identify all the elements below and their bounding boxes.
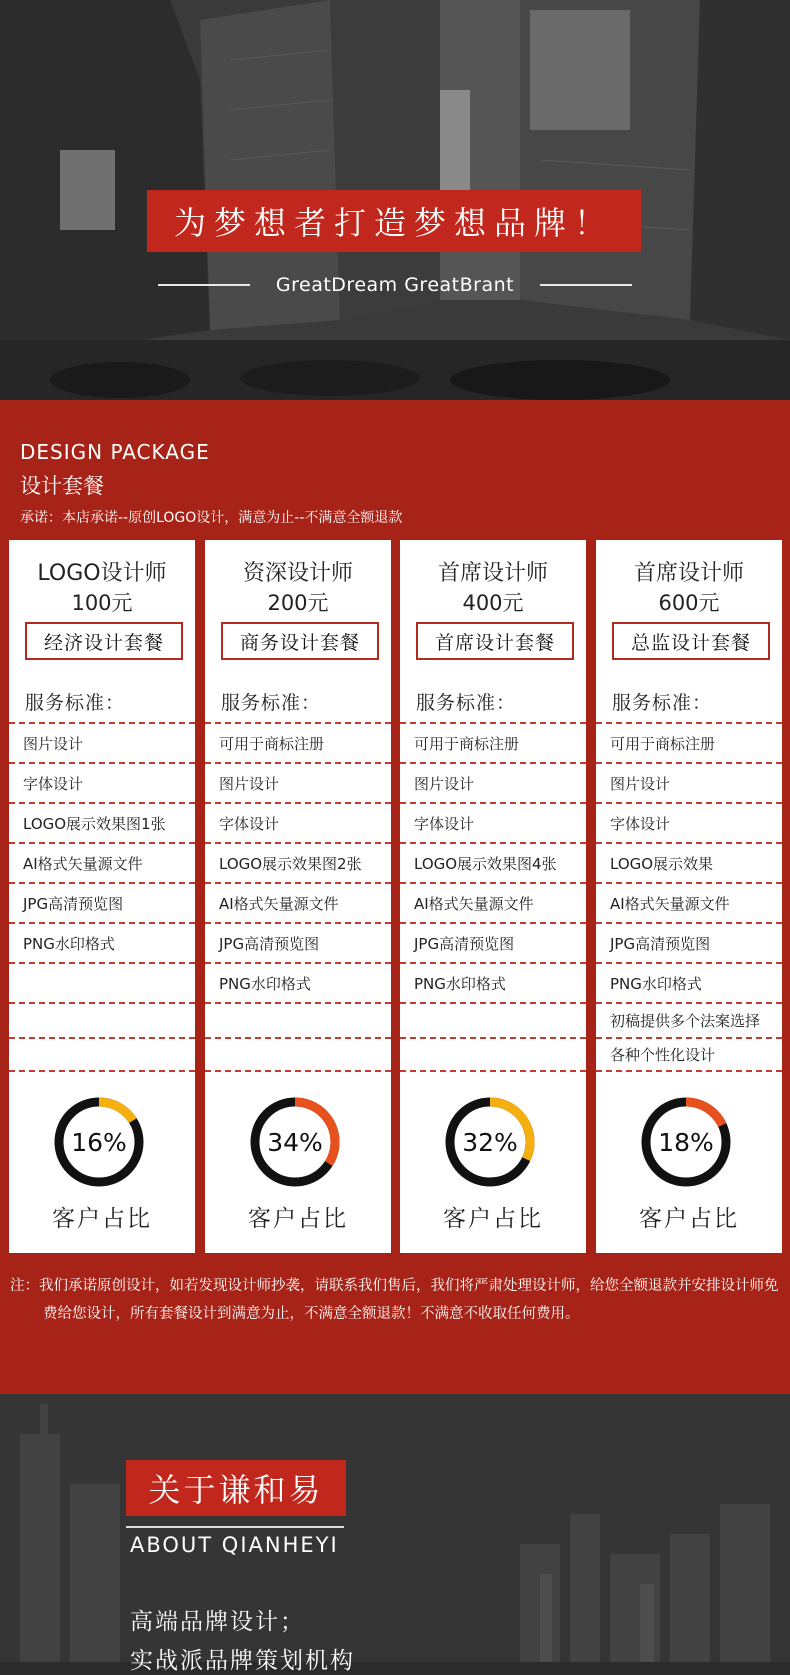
customer-share-ring bbox=[442, 1094, 538, 1190]
service-item: JPG高清预览图 bbox=[596, 922, 782, 962]
service-item: LOGO展示效果图1张 bbox=[9, 802, 195, 842]
service-item: JPG高清预览图 bbox=[205, 922, 391, 962]
service-item: 字体设计 bbox=[9, 762, 195, 802]
service-item: JPG高清预览图 bbox=[9, 882, 195, 922]
service-item: AI格式矢量源文件 bbox=[9, 842, 195, 882]
card-title: 资深设计师 bbox=[242, 561, 353, 586]
ring-percent-label: 18% bbox=[658, 1128, 714, 1157]
customer-share-label: 客户占比 bbox=[639, 1206, 739, 1232]
service-list bbox=[205, 722, 391, 1072]
package-button[interactable]: 经济设计套餐 bbox=[25, 622, 183, 660]
service-item: 初稿提供多个法案选择 bbox=[596, 1002, 782, 1037]
service-item: JPG高清预览图 bbox=[400, 922, 586, 962]
customer-share-ring bbox=[51, 1094, 147, 1190]
service-item bbox=[9, 1002, 195, 1037]
service-item: 图片设计 bbox=[205, 762, 391, 802]
hero-subtitle: GreatDream GreatBrant bbox=[275, 274, 515, 296]
city-skyline-photo bbox=[0, 1394, 790, 1662]
service-item: 可用于商标注册 bbox=[596, 722, 782, 762]
service-item: AI格式矢量源文件 bbox=[205, 882, 391, 922]
service-item: AI格式矢量源文件 bbox=[400, 882, 586, 922]
service-list bbox=[9, 722, 195, 1072]
card-price: 600元 bbox=[658, 591, 720, 615]
service-item: LOGO展示效果 bbox=[596, 842, 782, 882]
service-item: 各种个性化设计 bbox=[596, 1037, 782, 1072]
service-item bbox=[205, 1002, 391, 1037]
package-button[interactable]: 总监设计套餐 bbox=[612, 622, 770, 660]
service-item: PNG水印格式 bbox=[205, 962, 391, 1002]
divider-left bbox=[158, 284, 250, 286]
service-item: 字体设计 bbox=[596, 802, 782, 842]
service-standard-label: 服务标准： bbox=[416, 692, 517, 714]
card-title: LOGO设计师 bbox=[37, 561, 167, 586]
service-item: 图片设计 bbox=[596, 762, 782, 802]
card-price: 200元 bbox=[267, 591, 329, 615]
service-item: 图片设计 bbox=[9, 722, 195, 762]
ring-percent-label: 34% bbox=[267, 1128, 323, 1157]
service-item: AI格式矢量源文件 bbox=[596, 882, 782, 922]
card-price: 400元 bbox=[462, 591, 524, 615]
ring-percent-label: 16% bbox=[71, 1128, 127, 1157]
about-title: 关于谦和易 bbox=[126, 1460, 346, 1516]
service-item bbox=[205, 1037, 391, 1072]
service-standard-label: 服务标准： bbox=[612, 692, 713, 714]
package-note: 注：我们承诺原创设计，如若发现设计师抄袭，请联系我们售后，我们将严肃处理设计师，给您全额退款并安排设计师免费给您设计，所有套餐设计到满意为止，不满意全额退款！不满意不收取任何费用。 bbox=[10, 1278, 779, 1322]
package-promise: 承诺：本店承诺--原创LOGO设计，满意为止--不满意全额退款 bbox=[20, 510, 403, 526]
service-item: 图片设计 bbox=[400, 762, 586, 802]
service-item: PNG水印格式 bbox=[400, 962, 586, 1002]
package-card bbox=[9, 540, 195, 1253]
customer-share-ring bbox=[247, 1094, 343, 1190]
about-line-2: 实战派品牌策划机构 bbox=[130, 1648, 355, 1674]
service-item: PNG水印格式 bbox=[9, 922, 195, 962]
package-heading-cn: 设计套餐 bbox=[20, 474, 104, 498]
customer-share-label: 客户占比 bbox=[52, 1206, 152, 1232]
customer-share-ring bbox=[638, 1094, 734, 1190]
service-item: 可用于商标注册 bbox=[400, 722, 586, 762]
package-heading-en: DESIGN PACKAGE bbox=[20, 440, 210, 464]
service-item bbox=[400, 1002, 586, 1037]
package-button[interactable]: 商务设计套餐 bbox=[221, 622, 379, 660]
about-line-1: 高端品牌设计； bbox=[130, 1609, 305, 1635]
card-price: 100元 bbox=[71, 591, 133, 615]
customer-share-label: 客户占比 bbox=[248, 1206, 348, 1232]
service-standard-label: 服务标准： bbox=[25, 692, 126, 714]
service-item: 字体设计 bbox=[205, 802, 391, 842]
hero-banner-section bbox=[0, 0, 790, 400]
package-card bbox=[400, 540, 586, 1253]
card-title: 首席设计师 bbox=[633, 561, 744, 586]
package-card bbox=[205, 540, 391, 1253]
about-section bbox=[0, 1394, 790, 1662]
service-item: 字体设计 bbox=[400, 802, 586, 842]
divider-right bbox=[540, 284, 632, 286]
card-title: 首席设计师 bbox=[437, 561, 548, 586]
service-item: LOGO展示效果图4张 bbox=[400, 842, 586, 882]
package-button[interactable]: 首席设计套餐 bbox=[416, 622, 574, 660]
package-card bbox=[596, 540, 782, 1253]
service-item: PNG水印格式 bbox=[596, 962, 782, 1002]
service-item bbox=[9, 1037, 195, 1072]
service-item bbox=[400, 1037, 586, 1072]
hero-subtitle-row bbox=[0, 270, 790, 300]
about-title-en: ABOUT QIANHEYI bbox=[130, 1533, 339, 1557]
service-list bbox=[596, 722, 782, 1072]
service-standard-label: 服务标准： bbox=[221, 692, 322, 714]
service-item bbox=[9, 962, 195, 1002]
ring-percent-label: 32% bbox=[462, 1128, 518, 1157]
hero-slogan: 为梦想者打造梦想品牌！ bbox=[147, 190, 641, 252]
service-item: 可用于商标注册 bbox=[205, 722, 391, 762]
about-divider bbox=[126, 1526, 344, 1528]
customer-share-label: 客户占比 bbox=[443, 1206, 543, 1232]
service-item: LOGO展示效果图2张 bbox=[205, 842, 391, 882]
service-list bbox=[400, 722, 586, 1072]
